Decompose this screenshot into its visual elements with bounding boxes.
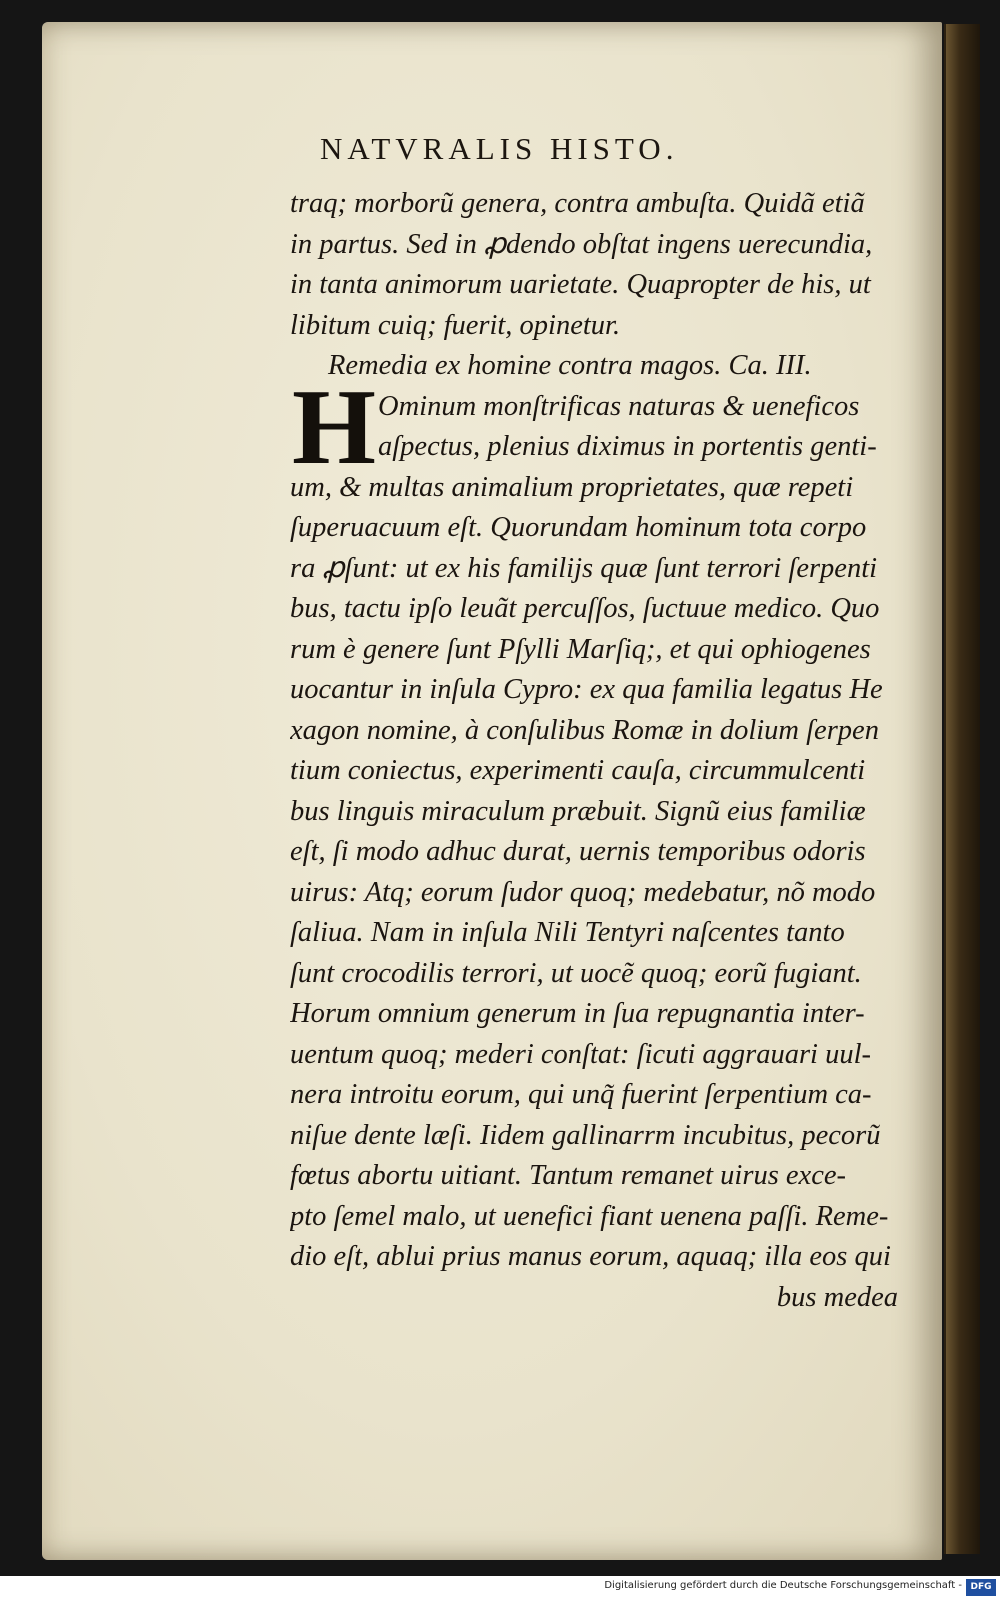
text-line: ſunt crocodilis terrori, ut uocẽ quoq; eorũ fugiant.	[290, 957, 862, 989]
footer-bar	[0, 1576, 1000, 1600]
text-line: niſue dente læſi. Iidem gallinarrm incubitus, pecorũ	[290, 1119, 881, 1151]
text-line: xagon nomine, à conſulibus Romæ in dolium ſerpen	[290, 714, 879, 746]
text-line: bus linguis miraculum præbuit. Signũ eius familiæ	[290, 795, 866, 827]
text-line: nera introitu eorum, qui unq̃ fuerint ſerpentium ca-	[290, 1079, 872, 1110]
text-line: rum è genere ſunt Pſylli Marſiq;, et qui ophiogenes	[290, 633, 871, 665]
funding-notice: Digitalisierung gefördert durch die Deutsche Forschungsgemeinschaft -	[604, 1580, 962, 1591]
drop-cap: H	[292, 368, 377, 487]
text-line: libitum cuiq; fuerit, opinetur.	[290, 309, 621, 341]
text-line: uentum quoq; mederi conſtat: ſicuti aggrauari uul-	[290, 1038, 872, 1070]
text-line: pto ſemel malo, ut uenefici fiant uenena paſſi. Reme-	[290, 1200, 889, 1232]
text-line: eſt, ſi modo adhuc durat, uernis temporibus odoris	[290, 836, 866, 867]
text-line: Ominum monſtrificas naturas & ueneficos	[378, 390, 860, 422]
catchword: bus medea	[776, 1281, 898, 1313]
book-spine	[944, 24, 980, 1554]
text-line: uirus: Atq; eorum ſudor quoq; medebatur, nõ modo	[290, 876, 876, 908]
text-line: in partus. Sed in ꝓdendo obſtat ingens uerecundia,	[290, 228, 873, 260]
text-line: bus, tactu ipſo leuãt percuſſos, ſuctuue medico. Quo	[290, 593, 880, 624]
body-text	[290, 184, 902, 1318]
text-line: Horum omnium generum in ſua repugnantia inter-	[290, 998, 865, 1029]
text-line: ſuperuacuum eſt. Quorundam hominum tota corpo	[290, 512, 867, 543]
text-line: dio eſt, ablui prius manus eorum, aquaq; illa eos qui	[290, 1241, 891, 1272]
running-head: NATVRALIS HISTO.	[320, 131, 679, 166]
dfg-logo: DFG	[966, 1579, 996, 1596]
text-line: fœtus abortu uitiant. Tantum remanet uirus exce-	[290, 1160, 847, 1191]
text-line: tium coniectus, experimenti cauſa, circummulcenti	[290, 755, 866, 786]
chapter-heading: Remedia ex homine contra magos. Ca. III.	[328, 350, 812, 381]
text-line: ra ꝓſunt: ut ex his familijs quæ ſunt terrori ſerpenti	[290, 552, 878, 584]
text-line: uocantur in inſula Cypro: ex qua familia legatus He	[290, 674, 883, 705]
text-line: um, & multas animalium proprietates, quæ repeti	[290, 471, 854, 503]
text-line: traq; morborũ genera, contra ambuſta. Quidã etiã	[290, 188, 865, 219]
text-line: aſpectus, plenius diximus in portentis genti-	[378, 431, 877, 462]
text-line: in tanta animorum uarietate. Quapropter de his, ut	[290, 269, 871, 300]
text-line: ſaliua. Nam in inſula Nili Tentyri naſcentes tanto	[290, 917, 845, 948]
